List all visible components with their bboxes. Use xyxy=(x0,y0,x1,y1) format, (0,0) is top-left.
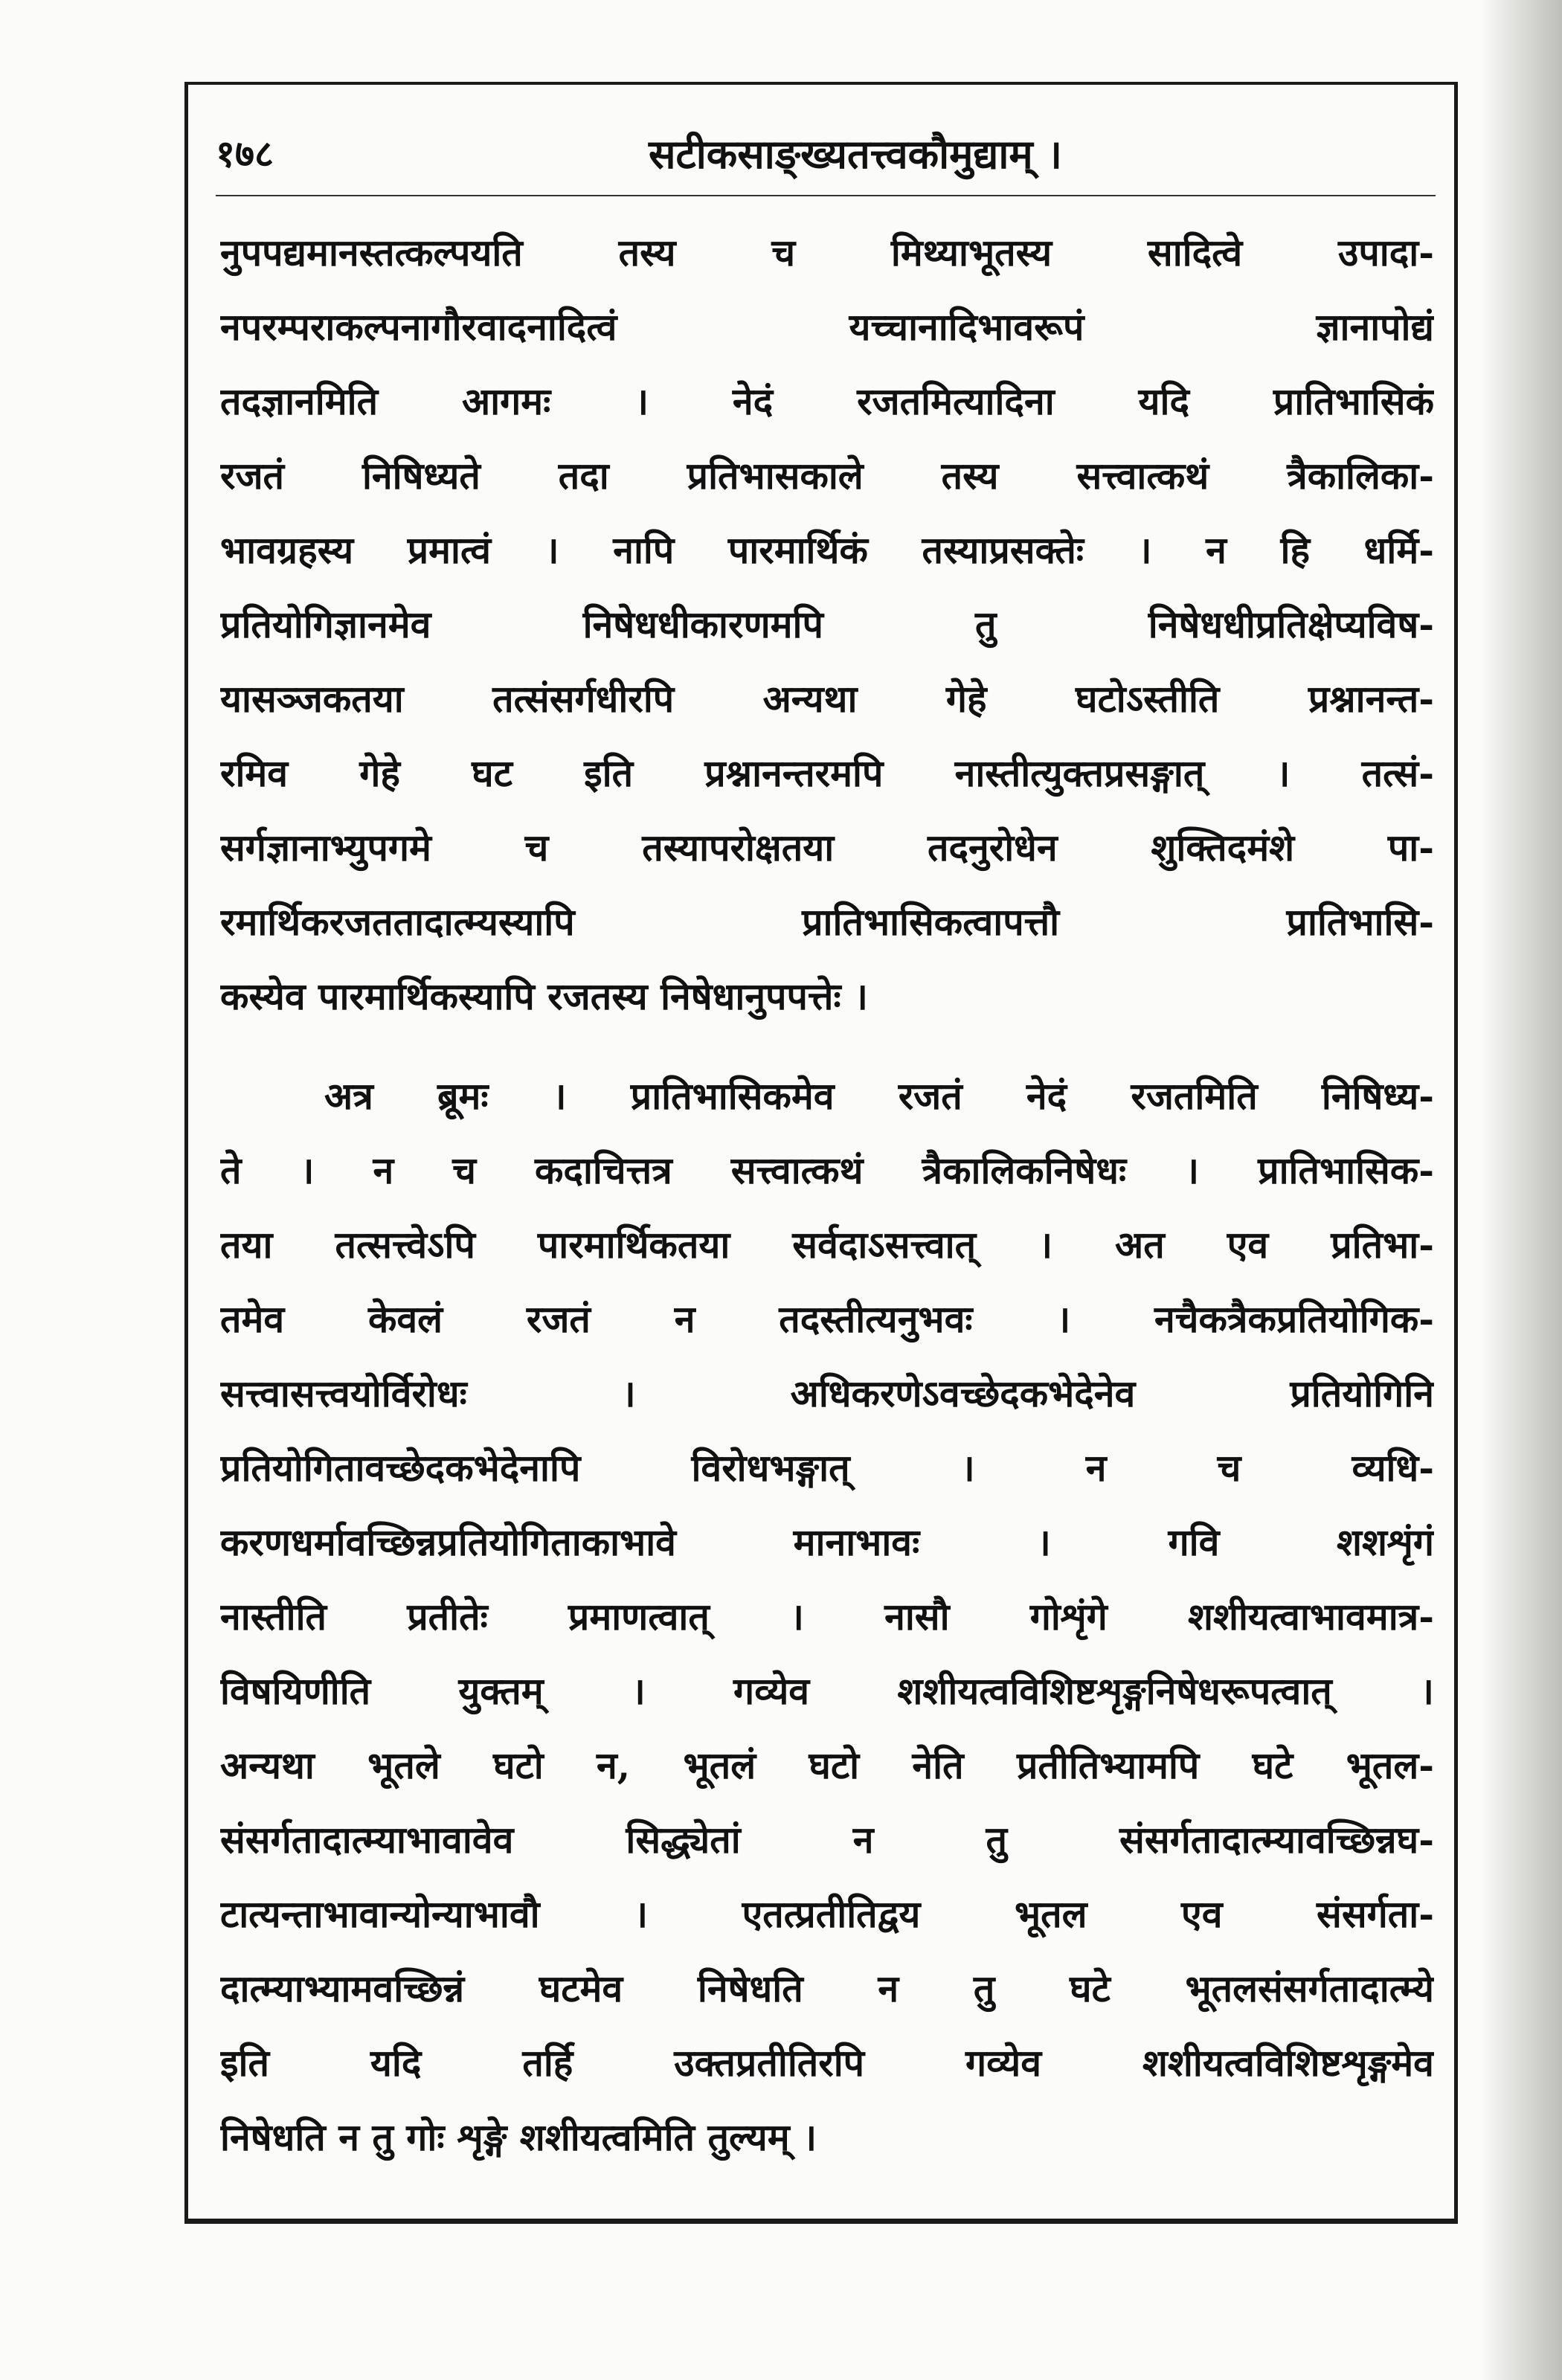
text-line: ते । न च कदाचित्तत्र सत्त्वात्कथं त्रैकालिकनिषेधः । प्रातिभासिक- xyxy=(220,1148,1434,1192)
text-line: रमिव गेहे घट इति प्रश्नानन्तरमपि नास्तीत्युक्तप्रसङ्गात् । तत्सं- xyxy=(220,751,1434,795)
text-line: यासञ्जकतया तत्संसर्गधीरपि अन्यथा गेहे घटोऽस्तीति प्रश्नानन्त- xyxy=(220,677,1434,721)
text-line: अत्र ब्रूमः । प्रातिभासिकमेव रजतं नेदं रजतमिति निषिध्य- xyxy=(324,1074,1434,1118)
text-line: नपरम्पराकल्पनागौरवादनादित्वं यच्चानादिभावरूपं ज्ञानापोद्यं xyxy=(220,305,1434,349)
text-line: करणधर्मावच्छिन्नप्रतियोगिताकाभावे मानाभावः । गवि शशशृंगं xyxy=(220,1520,1434,1564)
text-line: दात्म्याभ्यामवच्छिन्नं घटमेव निषेधति न तु घटे भूतलसंसर्गतादात्म्ये xyxy=(220,1966,1434,2010)
text-line: निषेधति न तु गोः शृङ्गे शशीयत्वमिति तुल्यम् । xyxy=(220,2115,817,2159)
page-edge-shadow xyxy=(1480,0,1562,2380)
text-block xyxy=(220,216,1434,2175)
text-line: सर्गज्ञानाभ्युपगमे च तस्यापरोक्षतया तदनुरोधेन शुक्तिदमंशे पा- xyxy=(220,826,1434,869)
running-head xyxy=(216,119,1436,186)
text-line: टात्यन्ताभावान्योन्याभावौ । एतत्प्रतीतिद्वय भूतल एव संसर्गता- xyxy=(220,1892,1434,1936)
text-line: अन्यथा भूतले घटो न, भूतलं घटो नेति प्रतीतिभ्यामपि घटे भूतल- xyxy=(220,1743,1434,1787)
header-rule xyxy=(216,195,1436,196)
paragraph-1 xyxy=(220,216,1434,1034)
running-title: सटीकसाङ्ख्यतत्त्वकौमुद्याम् । xyxy=(649,130,1062,178)
text-line: इति यदि तर्हि उक्तप्रतीतिरपि गव्येव शशीयत्वविशिष्टशृङ्गमेव xyxy=(220,2041,1434,2085)
text-line: प्रतियोगितावच्छेदकभेदेनापि विरोधभङ्गात् । न च व्यधि- xyxy=(220,1446,1434,1490)
text-line: विषयिणीति युक्तम् । गव्येव शशीयत्वविशिष्टशृङ्गनिषेधरूपत्वात् । xyxy=(220,1669,1434,1713)
text-line: प्रतियोगिज्ञानमेव निषेधधीकारणमपि तु निषेधधीप्रतिक्षेप्यविष- xyxy=(220,602,1434,646)
page-number: १७८ xyxy=(216,132,274,176)
text-line: रमार्थिकरजततादात्म्यस्यापि प्रातिभासिकत्वापत्तौ प्रातिभासि- xyxy=(220,900,1434,944)
text-line: कस्येव पारमार्थिकस्यापि रजतस्य निषेधानुपपत्तेः । xyxy=(220,974,868,1018)
paragraph-gap xyxy=(220,1034,1434,1059)
paragraph-2 xyxy=(220,1059,1434,2175)
text-line: नुपपद्यमानस्तत्कल्पयति तस्य च मिथ्याभूतस्य सादित्वे उपादा- xyxy=(220,231,1434,274)
text-line: सत्त्वासत्त्वयोर्विरोधः । अधिकरणेऽवच्छेदकभेदेनेव प्रतियोगिनि xyxy=(220,1371,1434,1415)
text-line: तया तत्सत्त्वेऽपि पारमार्थिकतया सर्वदाऽसत्त्वात् । अत एव प्रतिभा- xyxy=(220,1223,1434,1267)
text-line: तमेव केवलं रजतं न तदस्तीत्यनुभवः । नचैकत्रैकप्रतियोगिक- xyxy=(220,1297,1434,1341)
text-line: रजतं निषिध्यते तदा प्रतिभासकाले तस्य सत्त्वात्कथं त्रैकालिका- xyxy=(220,454,1434,498)
text-line: भावग्रहस्य प्रमात्वं । नापि पारमार्थिकं तस्याप्रसक्तेः । न हि धर्मि- xyxy=(220,528,1434,572)
text-line: तदज्ञानमिति आगमः । नेदं रजतमित्यादिना यदि प्रातिभासिकं xyxy=(220,379,1434,423)
text-line: संसर्गतादात्म्याभावावेव सिद्ध्येतां न तु संसर्गतादात्म्यावच्छिन्नघ- xyxy=(220,1818,1434,1862)
text-line: नास्तीति प्रतीतेः प्रमाणत्वात् । नासौ गोशृंगे शशीयत्वाभावमात्र- xyxy=(220,1595,1434,1638)
